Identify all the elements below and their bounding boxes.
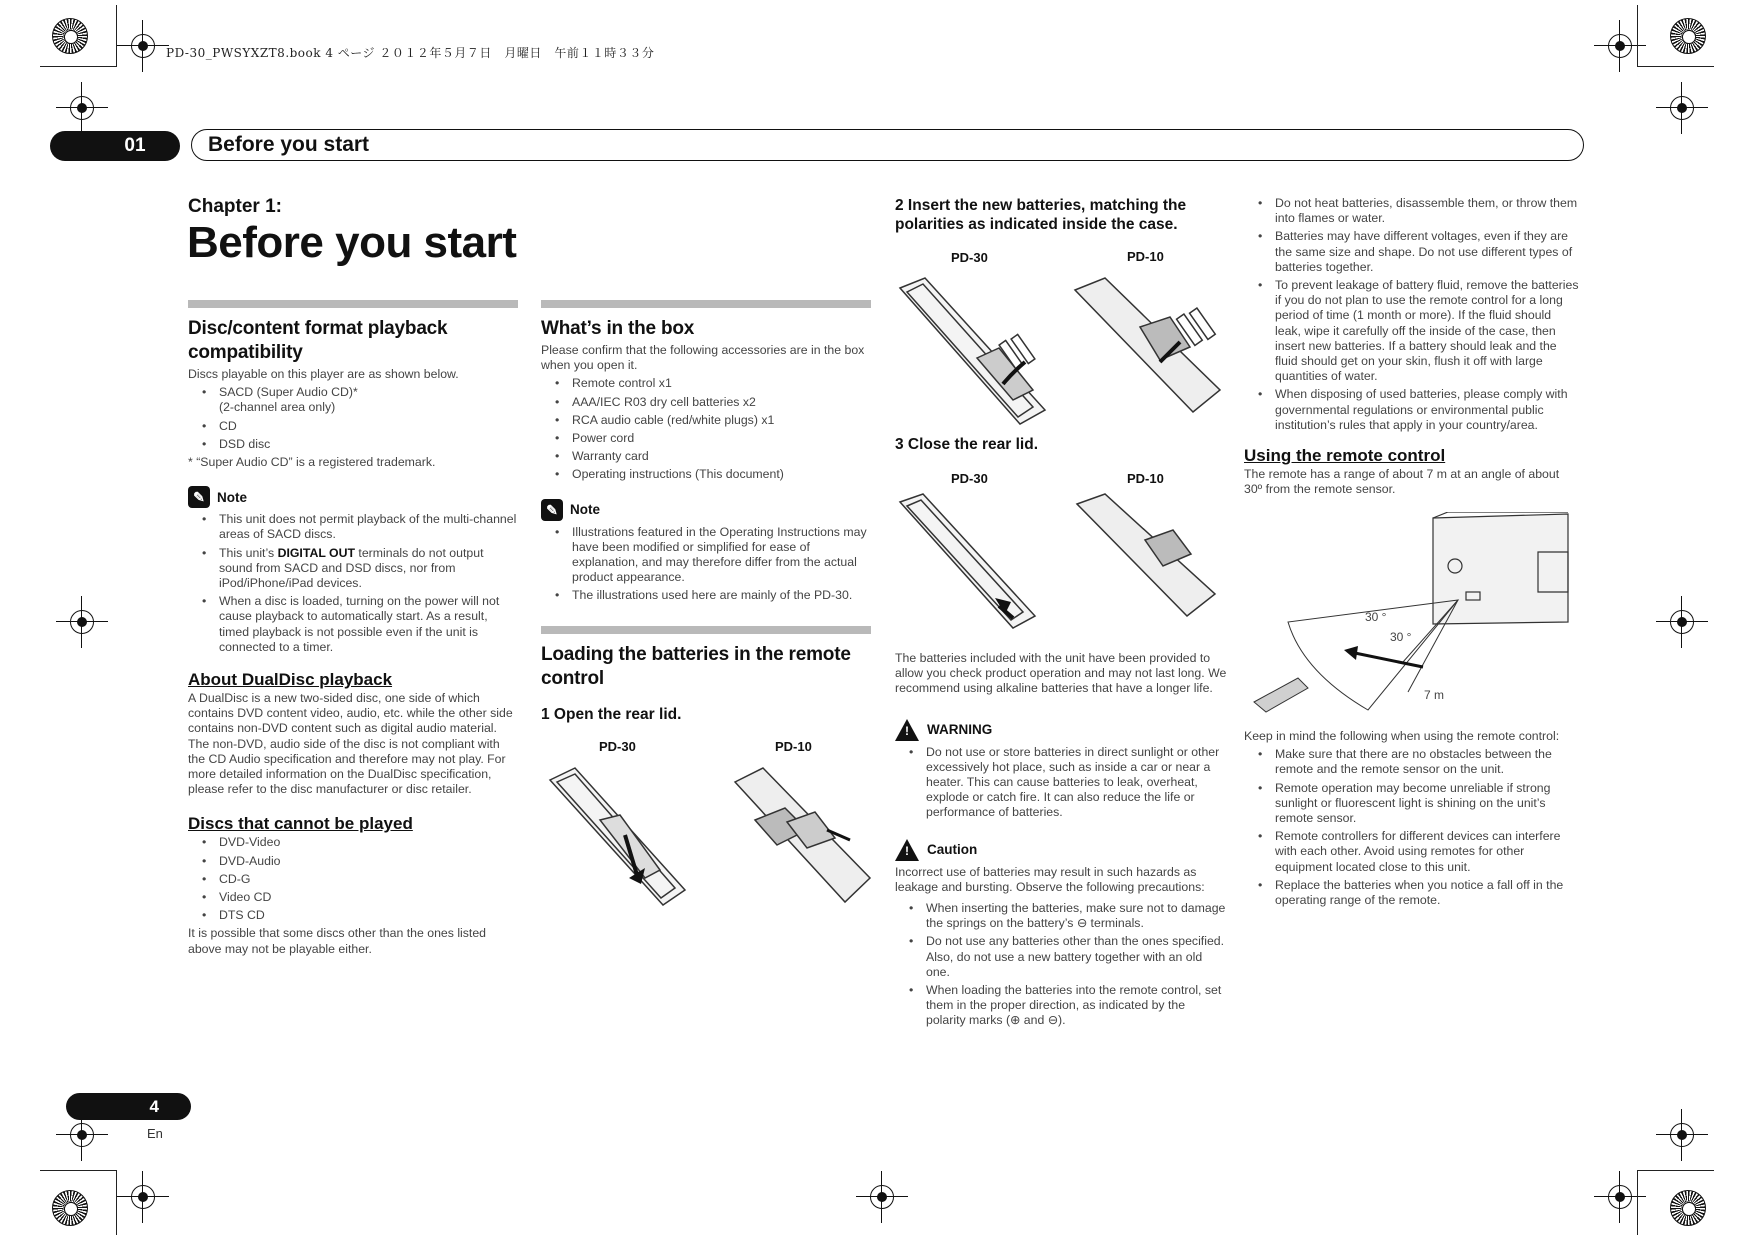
pencil-icon: ✎ [541, 499, 563, 521]
box-intro: Please confirm that the following accessories are in the box when you open it. [541, 343, 865, 373]
list-item: • DSD disc [219, 437, 518, 452]
print-header: PD-30_PWSYXZT8.book 4 ページ ２０１２年５月７日 月曜日 午前１１時３３分 [166, 46, 655, 60]
list-item: • When loading the batteries into the remote control, set them in the proper direction, as indicated by the polarity marks (⊕ and ⊖). [926, 983, 1228, 1029]
list-item: • Do not heat batteries, disassemble them, or throw them into flames or water. [1275, 196, 1579, 226]
step-2: 2 Insert the new batteries, matching the polarities as indicated inside the case. [895, 197, 1187, 233]
cannot-footer: It is possible that some discs other than the ones listed above may not be playable either. [188, 926, 487, 956]
column-4-lower [1244, 729, 1579, 911]
list-item: • DTS CD [219, 908, 518, 923]
remote-intro: The remote has a range of about 7 m at an angle of about 30º from the remote sensor. [1244, 467, 1560, 497]
step-3: 3 Close the rear lid. [895, 436, 1038, 453]
list-item: • Video CD [219, 890, 518, 905]
chapter-title-bar: Before you start [191, 129, 1584, 161]
note-heading: ✎ Note [541, 499, 871, 521]
caution-icon: ! [895, 839, 919, 861]
registration-mark [70, 96, 94, 120]
list-item: • When a disc is loaded, turning on the power will not cause playback to automatically start. As a result, timed playback is not possible even if the unit is connected to a timer. [219, 594, 518, 655]
list-item: • AAA/IEC R03 dry cell batteries x2 [572, 395, 871, 410]
list-item: • Remote controllers for different devices can interfere with each other. Avoid using remotes for other equipment located close to this unit. [1275, 829, 1579, 875]
section-title-compat: Disc/content format playback compatibility [188, 318, 448, 363]
list-item: • When disposing of used batteries, please comply with governmental regulations or environmental public institution’s rules that apply in your country/area. [1275, 387, 1579, 433]
dualdisc-body: A DualDisc is a new two-sided disc, one side of which contains DVD content video, audio, etc. while the other side contains non-DVD content such as digital audio material. The non-DVD, audio side of the disc is not compliant with the CD Audio specification and therefore may not play. For more detailed information on the DualDisc specification, please refer to the disc manufacturer or disc retailer. [188, 691, 513, 797]
list-item: • To prevent leakage of battery fluid, remove the batteries if you do not plan to use the remote control for a long period of time (1 month or more). If the fluid should leak, wipe it carefully off the inside of the case, then insert new batteries. If a battery should leak and the fluid should get on your skin, flush it off with large quantities of water. [1275, 278, 1579, 384]
list-item: • The illustrations used here are mainly of the PD-30. [572, 588, 871, 603]
note-heading: ✎ Note [188, 486, 518, 508]
remote-close-lid-illustration [895, 490, 1235, 630]
list-item: • Do not use or store batteries in direct sunlight or other excessively hot place, such as inside a car or near a heater. This can cause batteries to leak, overheat, explode or catch fire. It can also reduce the life or performance of batteries. [926, 745, 1228, 821]
section-title-dualdisc: About DualDisc playback [188, 670, 393, 690]
list-item: • SACD (Super Audio CD)* (2-channel area only) [219, 385, 518, 415]
caution-intro: Incorrect use of batteries may result in such hazards as leakage and bursting. Observe the following precautions: [895, 864, 1205, 894]
registration-mark [1670, 1123, 1694, 1147]
page-number: 4 [66, 1093, 191, 1120]
list-item: • Warranty card [572, 449, 871, 464]
language-label: En [147, 1126, 163, 1141]
batteries-after-text: The batteries included with the unit have been provided to allow you check product operation and may not last long. We recommend using alkaline batteries that have a longer life. [895, 651, 1227, 696]
registration-sunburst [52, 18, 88, 54]
remote-open-lid-illustration [545, 760, 875, 915]
column-1 [188, 300, 518, 957]
page-title: Before you start [187, 218, 517, 267]
section-title-cannot: Discs that cannot be played [188, 814, 413, 834]
section-title-loading: Loading the batteries in the remote control [541, 643, 851, 689]
registration-sunburst [1670, 18, 1706, 54]
model-label-pd30: PD-30 [951, 471, 988, 486]
list-item: • Power cord [572, 431, 871, 446]
list-item: • Operating instructions (This document) [572, 467, 871, 482]
list-item: • Illustrations featured in the Operating Instructions may have been modified or simplified for ease of explanation, and may therefore differ from the actual product appearance. [572, 525, 871, 586]
list-item: • When inserting the batteries, make sure not to damage the springs on the battery’s ⊖ terminals. [926, 901, 1228, 931]
registration-mark [1670, 610, 1694, 634]
remote-insert-batteries-illustration [895, 272, 1235, 432]
list-item: • CD [219, 419, 518, 434]
pencil-icon: ✎ [188, 486, 210, 508]
list-item: • RCA audio cable (red/white plugs) x1 [572, 413, 871, 428]
step-3-block [895, 435, 1228, 454]
registration-mark [1670, 96, 1694, 120]
registration-mark [131, 34, 155, 58]
list-item: • Remote operation may become unreliable if strong sunlight or fluorescent light is shining on the unit’s remote sensor. [1275, 781, 1579, 827]
model-label-pd10: PD-10 [1127, 249, 1164, 264]
list-item: • Replace the batteries when you notice a fall off in the operating range of the remote. [1275, 878, 1579, 908]
registration-mark [70, 1123, 94, 1147]
footnote: * “Super Audio CD” is a registered trademark. [188, 455, 436, 470]
step-1: 1 Open the rear lid. [541, 705, 682, 723]
section-title-remote: Using the remote control [1244, 446, 1446, 466]
section-title-box: What’s in the box [541, 318, 695, 339]
model-label-pd30: PD-30 [951, 250, 988, 265]
list-item: • This unit does not permit playback of the multi-channel areas of SACD discs. [219, 512, 518, 542]
compat-intro: Discs playable on this player are as shown below. [188, 367, 459, 381]
list-item: • Batteries may have different voltages, even if they are the same size and shape. Do not use different types of batteries together. [1275, 229, 1579, 275]
angle-label-1: 30 ° [1365, 610, 1387, 624]
model-label-pd10: PD-10 [1127, 471, 1164, 486]
list-item: • Do not use any batteries other than the ones specified. Also, do not use a new battery together with an old one. [926, 934, 1228, 980]
model-label-pd30: PD-30 [599, 739, 636, 754]
list-item: • CD-G [219, 872, 518, 887]
registration-mark [131, 1185, 155, 1209]
angle-label-2: 30 ° [1390, 630, 1412, 644]
column-2 [541, 300, 871, 724]
remote-range-illustration [1248, 512, 1570, 714]
list-item: • Remote control x1 [572, 376, 871, 391]
registration-mark [1608, 1185, 1632, 1209]
column-4 [1244, 196, 1579, 497]
warning-heading: ! WARNING [895, 719, 1228, 741]
warning-icon: ! [895, 719, 919, 741]
distance-label: 7 m [1424, 688, 1445, 702]
registration-mark [70, 610, 94, 634]
remote-keep: Keep in mind the following when using the remote control: [1244, 729, 1560, 743]
chapter-label: Chapter 1: [188, 196, 282, 217]
list-item: • This unit’s DIGITAL OUT terminals do not output sound from SACD and DSD discs, nor from iPod/iPhone/iPad devices. [219, 546, 518, 592]
list-item: • Make sure that there are no obstacles between the remote and the remote sensor on the unit. [1275, 747, 1579, 777]
list-item: • DVD-Audio [219, 854, 518, 869]
chapter-number-badge: 01 [50, 131, 180, 161]
column-3 [895, 196, 1228, 234]
list-item: • DVD-Video [219, 835, 518, 850]
registration-sunburst [52, 1190, 88, 1226]
registration-mark [1608, 34, 1632, 58]
column-3-text [895, 651, 1228, 1032]
registration-sunburst [1670, 1190, 1706, 1226]
caution-heading: ! Caution [895, 839, 1228, 861]
model-label-pd10: PD-10 [775, 739, 812, 754]
registration-mark [870, 1185, 894, 1209]
